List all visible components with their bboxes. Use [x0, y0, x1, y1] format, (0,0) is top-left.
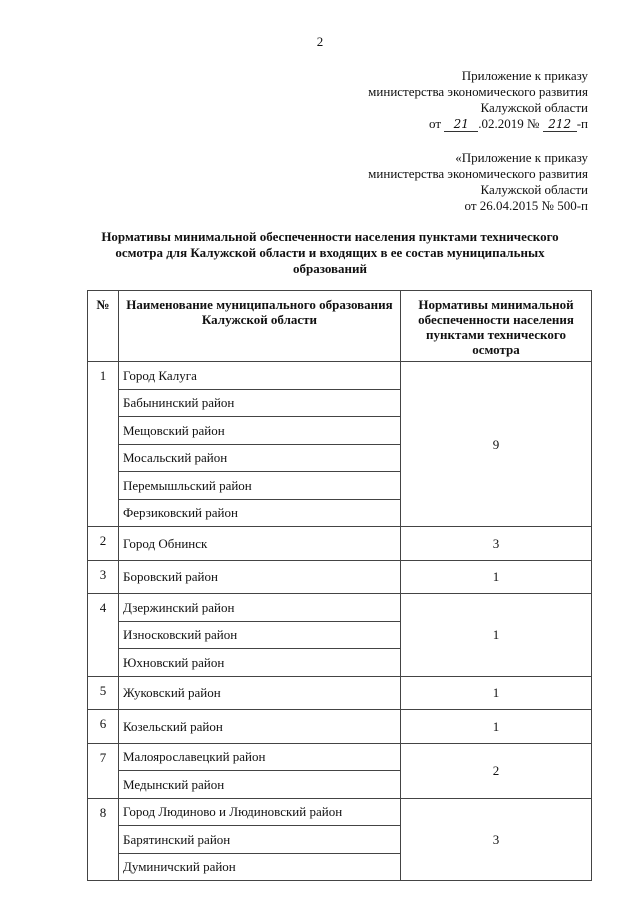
- norm-value: 9: [401, 362, 592, 527]
- norm-value: 1: [401, 560, 592, 594]
- row-number: 4: [88, 594, 119, 677]
- row-number: 7: [88, 743, 119, 798]
- table-body: [88, 362, 592, 881]
- document-title: Нормативы минимальной обеспеченности населения пунктами технического осмотра для Калужской области и входящих в ее состав муниципальных образований: [101, 229, 559, 276]
- norm-value: 2: [401, 743, 592, 798]
- norm-value: 3: [401, 527, 592, 561]
- norm-value: 1: [401, 594, 592, 677]
- municipality-name: Ферзиковский район: [119, 499, 401, 527]
- norm-value: 1: [401, 676, 592, 710]
- appendix-original-order: [368, 150, 588, 214]
- municipality-name: Город Людиново и Людиновский район: [119, 798, 401, 826]
- date-rest: .02.2019 №: [478, 116, 540, 131]
- appendix-line: от 26.04.2015 № 500-п: [464, 198, 588, 213]
- municipality-name: Мосальский район: [119, 444, 401, 472]
- header-number: №: [88, 291, 119, 362]
- header-municipality: Наименование муниципального образования Калужской области: [119, 291, 401, 362]
- table-row: [88, 710, 592, 744]
- municipality-name: Дзержинский район: [119, 594, 401, 622]
- row-number: 8: [88, 798, 119, 881]
- municipality-name: Малоярославецкий район: [119, 743, 401, 771]
- municipality-name: Мещовский район: [119, 417, 401, 445]
- municipality-name: Город Калуга: [119, 362, 401, 390]
- table-row: [88, 743, 592, 771]
- municipality-name: Перемышльский район: [119, 472, 401, 500]
- row-number: 1: [88, 362, 119, 527]
- municipality-name: Козельский район: [119, 710, 401, 744]
- appendix-date-line: [368, 116, 588, 132]
- norm-value: 1: [401, 710, 592, 744]
- row-number: 6: [88, 710, 119, 744]
- appendix-line: министерства экономического развития: [368, 84, 588, 99]
- table-row: [88, 527, 592, 561]
- municipality-name: Боровский район: [119, 560, 401, 594]
- row-number: 3: [88, 560, 119, 594]
- appendix-line: Калужской области: [480, 182, 588, 197]
- table-row: [88, 362, 592, 390]
- header-norm: Нормативы минимальной обеспеченности населения пунктами технического осмотра: [401, 291, 592, 362]
- municipality-name: Бабынинский район: [119, 389, 401, 417]
- handwritten-order-number: 212: [543, 118, 577, 132]
- table-header-row: [88, 291, 592, 362]
- municipality-name: Думиничский район: [119, 853, 401, 881]
- handwritten-day: 21: [444, 118, 478, 132]
- appendix-line: Калужской области: [480, 100, 588, 115]
- appendix-line: Приложение к приказу: [461, 68, 588, 83]
- appendix-line: «Приложение к приказу: [455, 150, 588, 165]
- municipality-name: Медынский район: [119, 771, 401, 799]
- municipality-name: Жуковский район: [119, 676, 401, 710]
- municipality-name: Город Обнинск: [119, 527, 401, 561]
- row-number: 5: [88, 676, 119, 710]
- appendix-line: министерства экономического развития: [368, 166, 588, 181]
- norm-value: 3: [401, 798, 592, 881]
- order-suffix: -п: [576, 116, 588, 131]
- table-row: [88, 560, 592, 594]
- appendix-current-order: [368, 68, 588, 132]
- municipality-name: Юхновский район: [119, 649, 401, 677]
- table-row: [88, 594, 592, 622]
- date-prefix: от: [429, 116, 442, 131]
- row-number: 2: [88, 527, 119, 561]
- page-number: 2: [316, 34, 324, 49]
- norms-table: [87, 290, 592, 881]
- municipality-name: Барятинский район: [119, 826, 401, 854]
- municipality-name: Износковский район: [119, 621, 401, 649]
- table-row: [88, 798, 592, 826]
- table-row: [88, 676, 592, 710]
